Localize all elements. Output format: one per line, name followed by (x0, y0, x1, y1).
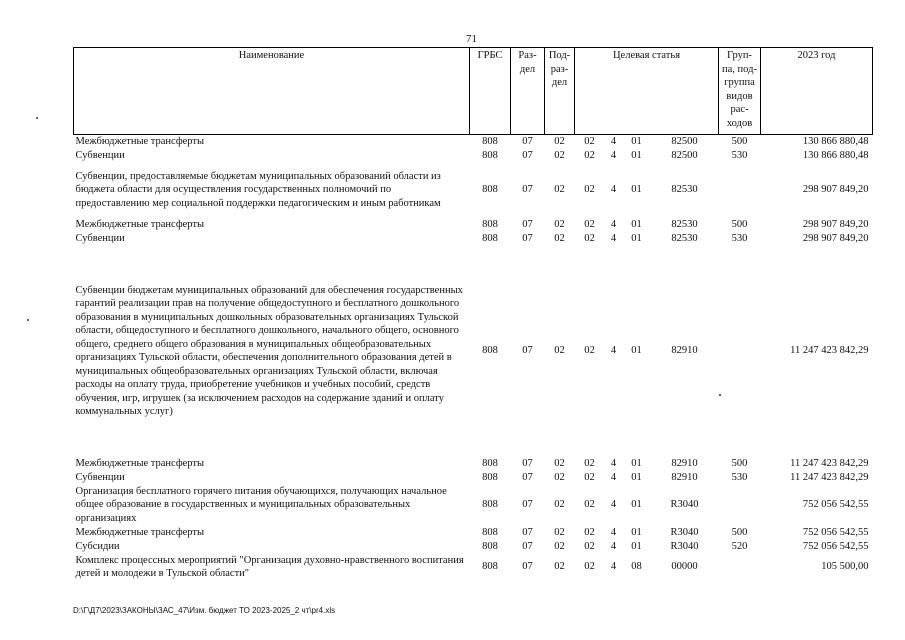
row-target-4: 82530 (671, 184, 698, 196)
table-row (74, 218, 873, 232)
row-name: Организация бесплатного горячего питания обучающихся, получающих начальное общее образование в государственных и муниципальных образовательных организациях (75, 485, 447, 524)
table-row (74, 149, 873, 163)
row-group: 530 (731, 471, 748, 483)
table-row (74, 484, 873, 526)
row-podrazdel: 02 (554, 499, 565, 511)
row-podrazdel: 02 (554, 219, 565, 230)
table-row (74, 471, 873, 485)
row-target-2: 4 (610, 458, 617, 469)
row-target-3: 01 (631, 458, 642, 469)
row-target-1: 02 (584, 136, 595, 147)
row-group (719, 484, 761, 526)
row-razdel: 07 (522, 219, 533, 230)
row-group (719, 245, 761, 457)
row-target-2: 4 (610, 561, 617, 573)
row-target-4: R3040 (670, 527, 699, 538)
row-target-2: 4 (610, 232, 617, 244)
table-row (74, 245, 873, 457)
row-target-2: 4 (610, 219, 617, 230)
table-row (74, 457, 873, 471)
footer-file-path: D:\Г\Д7\2023\ЗАКОНЫ\ЗАС_47\Изм. бюджет ТО 2023-2025_2 чт\pr4.xls (73, 606, 336, 615)
header-name: Наименование (74, 48, 470, 135)
row-name: Межбюджетные трансферты (75, 527, 205, 538)
row-grbs: 808 (482, 527, 498, 538)
row-name: Субвенции, предоставляемые бюджетам муниципальных образований области из бюджета области для осуществления государственных полномочий по предоставлению мер социальной поддержки педагогическим и иным работникам (75, 170, 441, 209)
row-grbs: 808 (482, 149, 498, 161)
header-razdel: Раз- дел (511, 48, 545, 135)
header-target: Целевая статья (575, 48, 719, 135)
header-grbs: ГРБС (470, 48, 511, 135)
row-razdel: 07 (522, 499, 533, 511)
table-row (74, 162, 873, 218)
scan-speck (27, 319, 29, 321)
row-name: Субсидии (75, 540, 120, 552)
row-target-2: 4 (610, 136, 617, 147)
row-target-2: 4 (610, 471, 617, 483)
row-podrazdel: 02 (554, 540, 565, 552)
row-target-1: 02 (584, 499, 595, 511)
header-podrazdel: Под- раз- дел (545, 48, 575, 135)
row-target-3: 01 (631, 149, 642, 161)
row-target-3: 01 (631, 219, 642, 230)
row-amount: 298 907 849,20 (802, 232, 869, 244)
row-grbs: 808 (482, 471, 498, 483)
row-group (719, 553, 761, 581)
row-target-3: 01 (631, 184, 642, 196)
row-target-1: 02 (584, 149, 595, 161)
row-razdel: 07 (522, 458, 533, 469)
row-grbs: 808 (482, 232, 498, 244)
row-amount: 298 907 849,20 (802, 184, 869, 196)
row-podrazdel: 02 (554, 184, 565, 196)
table-row (74, 553, 873, 581)
row-target-1: 02 (584, 540, 595, 552)
table-row (74, 135, 873, 149)
header-year: 2023 год (761, 48, 873, 135)
row-podrazdel: 02 (554, 232, 565, 244)
row-target-4: 82530 (671, 232, 698, 244)
row-target-1: 02 (584, 219, 595, 230)
row-amount: 752 056 542,55 (802, 499, 869, 511)
row-target-1: 02 (584, 184, 595, 196)
row-amount: 130 866 880,48 (802, 136, 869, 147)
row-target-2: 4 (610, 149, 617, 161)
row-podrazdel: 02 (554, 527, 565, 538)
row-target-2: 4 (610, 184, 617, 196)
table-header (74, 48, 873, 135)
row-target-4: 82530 (671, 219, 698, 230)
row-target-3: 01 (631, 345, 642, 357)
row-target-4: 82910 (671, 471, 698, 483)
row-amount: 752 056 542,55 (802, 527, 869, 538)
row-target-1: 02 (584, 527, 595, 538)
row-group: 500 (731, 527, 748, 538)
row-razdel: 07 (522, 561, 533, 573)
row-razdel: 07 (522, 149, 533, 161)
row-amount: 130 866 880,48 (802, 149, 869, 161)
row-group: 530 (731, 232, 748, 244)
row-razdel: 07 (522, 184, 533, 196)
row-group: 500 (731, 136, 748, 147)
row-group (719, 162, 761, 218)
row-target-4: R3040 (670, 499, 699, 511)
row-group: 500 (731, 219, 748, 230)
row-target-1: 02 (584, 232, 595, 244)
row-podrazdel: 02 (554, 471, 565, 483)
row-amount: 11 247 423 842,29 (790, 345, 869, 357)
row-razdel: 07 (522, 527, 533, 538)
row-grbs: 808 (482, 219, 498, 230)
row-razdel: 07 (522, 471, 533, 483)
row-target-4: 82910 (671, 345, 698, 357)
row-amount: 752 056 542,55 (802, 540, 869, 552)
row-target-3: 01 (631, 232, 642, 244)
page-number: 71 (466, 33, 477, 45)
row-target-3: 01 (631, 527, 642, 538)
row-target-2: 4 (610, 527, 617, 538)
row-target-4: 82910 (671, 458, 698, 469)
row-podrazdel: 02 (554, 458, 565, 469)
row-target-4: 82500 (671, 149, 698, 161)
row-name: Субвенции бюджетам муниципальных образований для обеспечения государственных гарантий реализации прав на получение общедоступного и бесплатного дошкольного образования в муниципальных дошкольных образовательных организациях Тульской области, общедоступного и бесплатного дошкольного, начального общего, основного общего, среднего общего образования в муниципальных общеобразовательных организациях Тульской области, обеспечения дополнительного образования детей в муниципальных общеобразовательных организациях Тульской области, включая расходы на оплату труда, приобретение учебников и учебных пособий, средств обучения, игр, игрушек (за исключением расходов на содержание зданий и оплату коммунальных услуг) (75, 284, 463, 417)
table-row (74, 232, 873, 246)
scan-speck (719, 394, 721, 396)
row-grbs: 808 (482, 458, 498, 469)
row-amount: 298 907 849,20 (802, 219, 869, 230)
row-target-4: R3040 (670, 540, 699, 552)
row-target-3: 01 (631, 499, 642, 511)
row-razdel: 07 (522, 232, 533, 244)
row-target-3: 08 (631, 561, 642, 573)
row-amount: 105 500,00 (821, 561, 869, 573)
row-name: Межбюджетные трансферты (75, 219, 205, 230)
row-podrazdel: 02 (554, 149, 565, 161)
row-target-2: 4 (610, 540, 617, 552)
row-podrazdel: 02 (554, 345, 565, 357)
row-grbs: 808 (482, 184, 498, 196)
row-target-2: 4 (610, 499, 617, 511)
row-podrazdel: 02 (554, 136, 565, 147)
table-row (74, 526, 873, 540)
table-row (74, 540, 873, 554)
row-grbs: 808 (482, 540, 498, 552)
budget-table (73, 47, 873, 581)
row-target-3: 01 (631, 471, 642, 483)
row-target-2: 4 (610, 345, 617, 357)
row-grbs: 808 (482, 499, 498, 511)
header-group: Груп- па, под- группа видов рас- ходов (719, 48, 761, 135)
row-amount: 11 247 423 842,29 (790, 458, 869, 469)
row-name: Комплекс процессных мероприятий "Организация духовно-нравственного воспитания детей и молодежи в Тульской области" (75, 554, 464, 579)
row-razdel: 07 (522, 345, 533, 357)
row-target-1: 02 (584, 345, 595, 357)
row-target-1: 02 (584, 561, 595, 573)
row-grbs: 808 (482, 561, 498, 573)
row-razdel: 07 (522, 540, 533, 552)
row-target-1: 02 (584, 458, 595, 469)
row-grbs: 808 (482, 136, 498, 147)
row-name: Межбюджетные трансферты (75, 458, 205, 469)
row-target-4: 82500 (671, 136, 698, 147)
row-name: Субвенции (75, 232, 125, 244)
row-razdel: 07 (522, 136, 533, 147)
row-name: Субвенции (75, 471, 125, 483)
row-name: Межбюджетные трансферты (75, 136, 205, 147)
row-amount: 11 247 423 842,29 (790, 471, 869, 483)
row-group: 520 (731, 540, 748, 552)
row-podrazdel: 02 (554, 561, 565, 573)
row-target-4: 00000 (671, 561, 698, 573)
row-target-3: 01 (631, 540, 642, 552)
row-grbs: 808 (482, 345, 498, 357)
row-group: 530 (731, 149, 748, 161)
row-name: Субвенции (75, 149, 125, 161)
scan-speck (36, 117, 38, 119)
row-target-3: 01 (631, 136, 642, 147)
row-target-1: 02 (584, 471, 595, 483)
row-group: 500 (731, 458, 748, 469)
